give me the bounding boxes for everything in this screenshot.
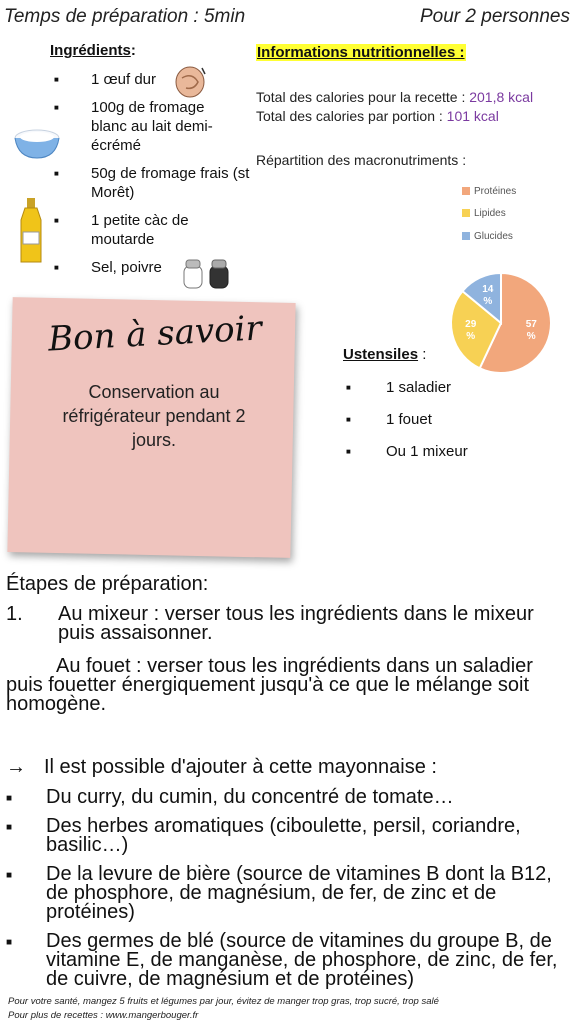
- pie-label-glucides: 14 %: [482, 283, 494, 307]
- pie-label-lipides: 29 %: [465, 318, 477, 342]
- tip-text: Conservation au réfrigérateur pendant 2 jours.: [62, 382, 246, 450]
- mustard-bottle-icon: [16, 196, 46, 266]
- salt-pepper-icon: [180, 256, 236, 290]
- ustensile-item: ■ 1 fouet: [346, 410, 468, 442]
- total-calories: Total des calories pour la recette : 201,8 kcal: [256, 89, 534, 105]
- macro-pie-chart: [446, 268, 556, 378]
- legend-glucides: Glucides: [462, 231, 513, 242]
- steps-title: Étapes de préparation:: [6, 573, 209, 595]
- addition-item: ■ Des herbes aromatiques (ciboulette, persil, coriandre, basilic…): [6, 817, 572, 855]
- footer-website: Pour plus de recettes : www.mangerbouger.fr: [8, 1010, 199, 1021]
- prep-time: Temps de préparation : 5min: [4, 6, 246, 27]
- ustensiles-list: [346, 378, 468, 474]
- ustensile-item: ■ 1 saladier: [346, 378, 468, 410]
- step1-number: 1.: [6, 603, 23, 625]
- addition-item: ■ De la levure de bière (source de vitamines B dont la B12, de phosphore, de magnésium, de fer, de zinc et de protéines): [6, 865, 572, 922]
- ingredient-item: ■ 50g de fromage frais (st Morêt): [54, 164, 254, 202]
- ustensile-item: ■ Ou 1 mixeur: [346, 442, 468, 474]
- ustensiles-title: Ustensiles :: [343, 346, 427, 363]
- ingredients-title: Ingrédients:: [50, 42, 136, 59]
- ingredients-list: [54, 70, 254, 286]
- additions-intro: → Il est possible d'ajouter à cette mayonnaise :: [6, 756, 437, 778]
- fromage-blanc-bowl-icon: [12, 120, 62, 162]
- addition-item: ■ Du curry, du cumin, du concentré de tomate…: [6, 788, 572, 807]
- pie-label-protéines: 57 %: [525, 318, 537, 342]
- legend-lipides: Lipides: [462, 208, 506, 219]
- arrow-right-icon: →: [6, 756, 26, 778]
- ingredient-item: ■ 100g de fromage blanc au lait demi-écrémé: [54, 98, 241, 155]
- step2-text: Au fouet : verser tous les ingrédients dans un saladier puis fouetter énergiquement jusqu'à ce que le mélange soit homogène.: [6, 655, 533, 715]
- servings: Pour 2 personnes: [420, 6, 570, 27]
- nutrition-title: Informations nutritionnelles :: [257, 44, 465, 61]
- macro-title: Répartition des macronutriments :: [256, 152, 467, 168]
- egg-icon: [172, 64, 212, 100]
- additions-list: [6, 788, 572, 999]
- footer-health-message: Pour votre santé, mangez 5 fruits et légumes par jour, évitez de manger trop gras, trop sucré, trop salé: [8, 996, 439, 1007]
- step1-text: Au mixeur : verser tous les ingrédients dans le mixeur puis assaisonner.: [58, 603, 534, 644]
- tip-title: Bon à savoir: [47, 308, 263, 360]
- addition-item: ■ Des germes de blé (source de vitamines du groupe B, de vitamine E, de manganèse, de phosphore, de zinc, de fer, de cuivre, de magnésium et de protéines): [6, 932, 572, 989]
- ingredient-item: ■ 1 petite càc de moutarde: [54, 211, 221, 249]
- ingredient-item: ■ Sel, poivre: [54, 258, 254, 277]
- ingredient-item: ■ 1 œuf dur: [54, 70, 254, 89]
- legend-proteines: Protéines: [462, 186, 516, 197]
- portion-calories: Total des calories par portion : 101 kcal: [256, 108, 499, 124]
